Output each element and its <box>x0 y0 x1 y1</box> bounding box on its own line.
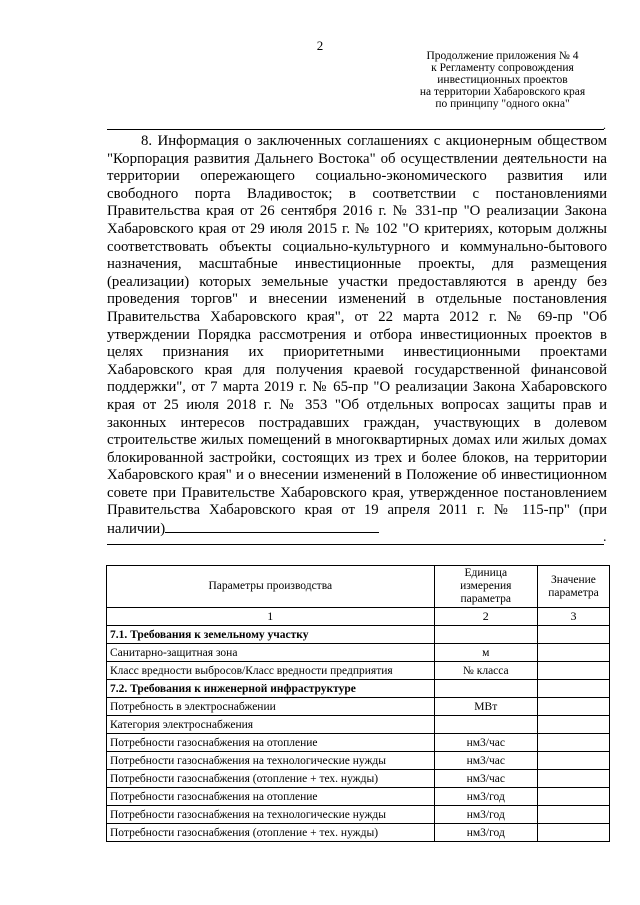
parameters-table <box>106 565 610 842</box>
table-row <box>107 734 610 752</box>
fill-in-line-dot: . <box>603 118 606 132</box>
value-cell <box>537 644 609 662</box>
column-header-unit: Единица измерения параметра <box>434 566 537 608</box>
value-cell <box>537 662 609 680</box>
fill-in-line <box>107 544 604 545</box>
section-8-text: 8. Информация о заключенных соглашениях с акционерным обществом "Корпорация развития Дальнего Востока" об осуществлении деятельности на территории опережающего социально-экономического развития или свободного порта Владивосток; в соответствии с постановлениями Правительства края от 26 сентября 2016 г. № 331-пр "О реализации Закона Хабаровского края от 29 июля 2015 г. № 102 "О критериях, которым должны соответствовать объекты социально-культурного и коммунально-бытового назначения, масштабные инвестиционные проекты, для размещения (реализации) которых земельные участки предоставляются в аренду без проведения торгов" и внесении изменений в отдельные постановления Правительства Хабаровского края", от 22 марта 2012 г. № 69-пр "Об утверждении Порядка рассмотрения и отбора инвестиционных проектов в целях признания их приоритетными инвестиционными проектами Хабаровского края для получения краевой государственной финансовой поддержки", от 7 марта 2019 г. № 65-пр "О реализации Закона Хабаровского края от 25 июля 2018 г. № 353 "Об отдельных вопросах защиты прав и законных интересов пострадавших граждан, участвующих в долевом строительстве жилых помещений в многоквартирных домах или жилых домах блокированной застройки, состоящих из трех и более блоков, на территории Хабаровского края" и о внесении изменений в Положение об инвестиционном совете при Правительстве Хабаровского края, утвержденное постановлением Правительства Хабаровского края от 19 апреля 2011 г. № 115-пр" (при наличии) <box>107 133 607 538</box>
value-cell <box>537 806 609 824</box>
unit-cell: нм3/год <box>434 806 537 824</box>
parameter-cell: Класс вредности выбросов/Класс вредности предприятия <box>107 662 435 680</box>
unit-cell: нм3/час <box>434 770 537 788</box>
table-row <box>107 770 610 788</box>
unit-cell: МВт <box>434 698 537 716</box>
parameter-cell: Потребности газоснабжения на технологические нужды <box>107 752 435 770</box>
unit-cell <box>434 626 537 644</box>
fill-in-line <box>107 129 604 130</box>
table-row <box>107 644 610 662</box>
column-header-parameter: Параметры производства <box>107 566 435 608</box>
parameter-cell: Категория электроснабжения <box>107 716 435 734</box>
value-cell <box>537 680 609 698</box>
parameter-cell: Потребности газоснабжения на технологические нужды <box>107 806 435 824</box>
appendix-line: по принципу "одного окна" <box>435 98 570 110</box>
parameter-cell: Потребность в электроснабжении <box>107 698 435 716</box>
parameter-cell: Потребности газоснабжения на отопление <box>107 734 435 752</box>
table-row <box>107 806 610 824</box>
unit-cell: нм3/год <box>434 788 537 806</box>
table-row <box>107 698 610 716</box>
unit-cell: м <box>434 644 537 662</box>
appendix-line: Продолжение приложения № 4 <box>426 50 579 62</box>
unit-cell: № класса <box>434 662 537 680</box>
column-header-value: Значение параметра <box>537 566 609 608</box>
parameter-cell: 7.2. Требования к инженерной инфраструктуре <box>107 680 435 698</box>
parameter-cell: 7.1. Требования к земельному участку <box>107 626 435 644</box>
table-row <box>107 788 610 806</box>
table-row <box>107 716 610 734</box>
table-row <box>107 752 610 770</box>
value-cell <box>537 788 609 806</box>
fill-in-line-dot: . <box>603 530 607 545</box>
unit-cell: нм3/год <box>434 824 537 842</box>
value-cell <box>537 626 609 644</box>
appendix-line: инвестиционных проектов <box>437 74 568 86</box>
column-number-row <box>107 608 610 626</box>
section-8-paragraph <box>107 133 607 539</box>
column-number: 3 <box>537 608 609 626</box>
value-cell <box>537 716 609 734</box>
column-number: 2 <box>434 608 537 626</box>
unit-cell <box>434 716 537 734</box>
fill-in-blank <box>165 520 379 533</box>
value-cell <box>537 752 609 770</box>
column-number: 1 <box>107 608 435 626</box>
table-row <box>107 824 610 842</box>
value-cell <box>537 734 609 752</box>
value-cell <box>537 770 609 788</box>
unit-cell: нм3/час <box>434 752 537 770</box>
appendix-header <box>390 50 615 110</box>
table-section-row <box>107 626 610 644</box>
appendix-line: на территории Хабаровского края <box>419 86 586 98</box>
table-section-row <box>107 680 610 698</box>
parameter-cell: Потребности газоснабжения (отопление + тех. нужды) <box>107 770 435 788</box>
value-cell <box>537 824 609 842</box>
parameter-cell: Санитарно-защитная зона <box>107 644 435 662</box>
appendix-line: к Регламенту сопровождения <box>431 62 574 74</box>
value-cell <box>537 698 609 716</box>
unit-cell <box>434 680 537 698</box>
unit-cell: нм3/час <box>434 734 537 752</box>
parameter-cell: Потребности газоснабжения (отопление + тех. нужды) <box>107 824 435 842</box>
parameter-cell: Потребности газоснабжения на отопление <box>107 788 435 806</box>
page-number: 2 <box>316 38 324 53</box>
table-row <box>107 662 610 680</box>
